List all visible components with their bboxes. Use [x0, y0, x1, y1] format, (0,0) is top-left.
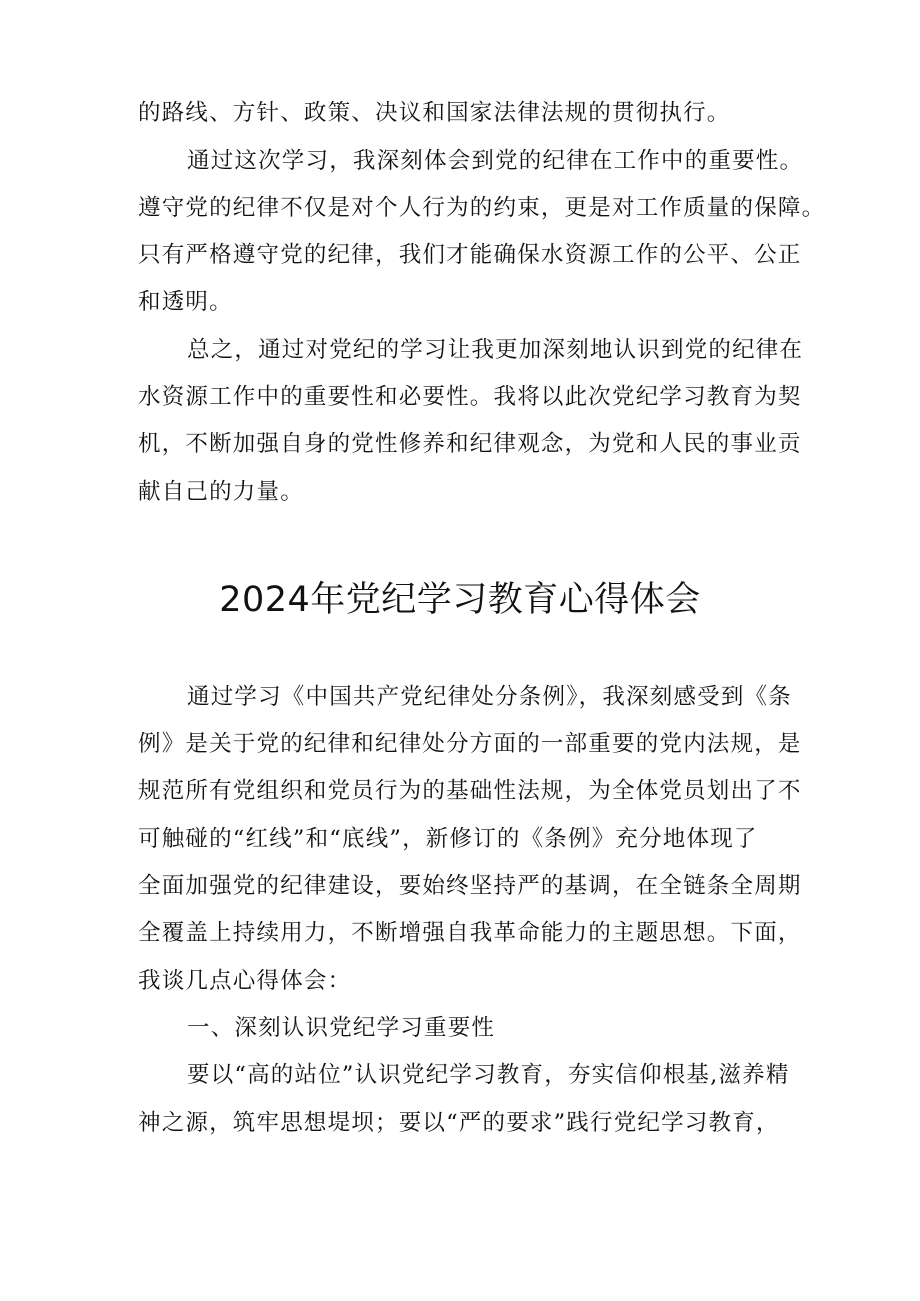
article-title: 2024年党纪学习教育心得体会 [219, 580, 701, 620]
paragraph-line: 机，不断加强自身的党性修养和纪律观念，为党和人民的事业贡 [138, 431, 802, 457]
paragraph-line: 水资源工作中的重要性和必要性。我将以此次党纪学习教育为契 [138, 384, 802, 410]
paragraph-line: 全面加强党的纪律建设，要始终坚持严的基调，在全链条全周期 [138, 873, 802, 899]
paragraph-line: 神之源，筑牢思想堤坝；要以“严的要求”践行党纪学习教育， [138, 1110, 780, 1136]
paragraph-line: 可触碰的“红线”和“底线”，新修订的《条例》充分地体现了 [138, 826, 758, 852]
paragraph-line: 的路线、方针、政策、决议和国家法律法规的贯彻执行。 [138, 100, 731, 126]
paragraph-line: 和透明。 [138, 289, 233, 315]
paragraph-line: 例》是关于党的纪律和纪律处分方面的一部重要的党内法规，是 [138, 731, 802, 757]
paragraph-line: 只有严格遵守党的纪律，我们才能确保水资源工作的公平、公正 [138, 242, 802, 268]
paragraph-line: 规范所有党组织和党员行为的基础性法规，为全体党员划出了不 [138, 778, 802, 804]
paragraph-line: 献自己的力量。 [138, 479, 304, 505]
paragraph-line: 遵守党的纪律不仅是对个人行为的约束，更是对工作质量的保障。 [138, 195, 826, 221]
paragraph-line: 全覆盖上持续用力，不断增强自我革命能力的主题思想。下面， [138, 920, 802, 946]
paragraph-line: 总之，通过对党纪的学习让我更加深刻地认识到党的纪律在 [187, 337, 804, 363]
paragraph-line: 要以“高的站位”认识党纪学习教育，夯实信仰根基,滋养精 [187, 1062, 790, 1088]
paragraph-line: 通过学习《中国共产党纪律处分条例》，我深刻感受到《条 [187, 684, 792, 710]
paragraph-line: 通过这次学习，我深刻体会到党的纪律在工作中的重要性。 [187, 148, 804, 174]
section-heading: 一、深刻认识党纪学习重要性 [187, 1015, 496, 1041]
paragraph-line: 我谈几点心得体会： [138, 968, 352, 994]
